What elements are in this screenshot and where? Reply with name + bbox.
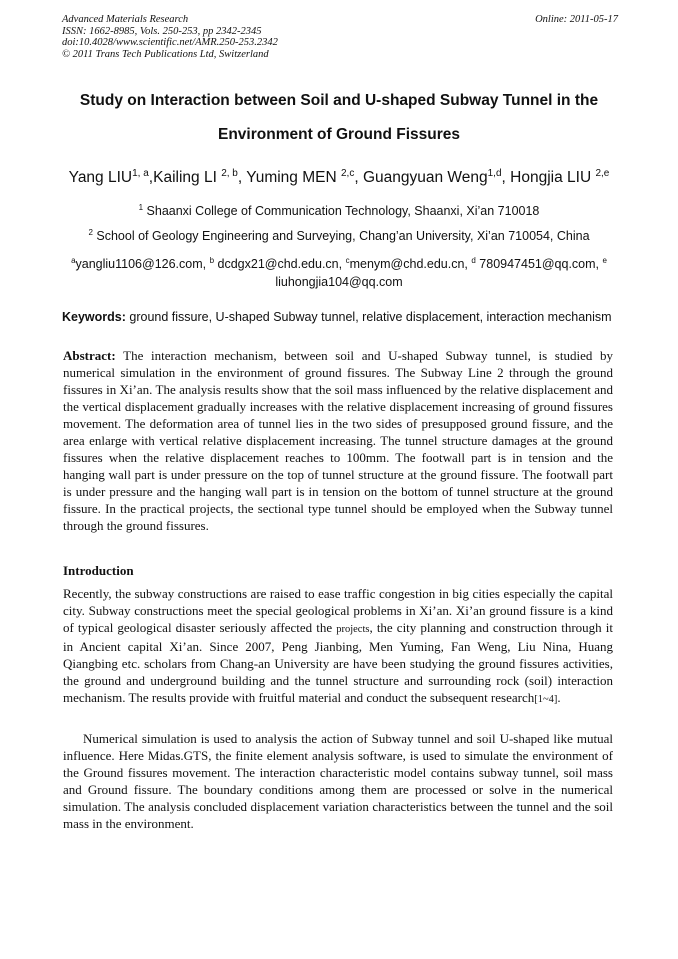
author-separator: , xyxy=(501,169,511,187)
author-emails xyxy=(0,252,678,291)
introduction-heading: Introduction xyxy=(63,563,134,578)
author-separator: , xyxy=(237,169,247,187)
paragraph-text: , the city planning and construction through it in Ancient capital Xi’an. Since 2007, Peng Jianbing, Men Yuming, Fan Weng, Liu Nina, Huang Qiangbing etc. scholars from Chang-an University are have been studying the ground fissures activities, the ground and underground building and the tunnel structure and surrounding rock (soil) interaction mechanism. The results provide with fruitful material and conduct the subsequent research xyxy=(63,620,613,705)
issn-line: ISSN: 1662-8985, Vols. 250-253, pp 2342-2345 xyxy=(62,25,262,37)
email-link[interactable]: liuhongjia104@qq.com xyxy=(275,275,403,290)
paragraph-text: Recently, the subway constructions are raised to ease traffic congestion in big cities especially the capital city. Subway constructions meet the special geological problems in Xi’an. Xi’an ground fissure is a kind of typical geological disaster seriously affected the xyxy=(63,586,613,635)
author-separator: , xyxy=(354,169,363,187)
author-affiliation-mark: 2, b xyxy=(221,168,238,179)
online-date: Online: 2011-05-17 xyxy=(535,14,618,25)
paragraph-text-small: projects xyxy=(336,624,370,635)
affiliation-1 xyxy=(0,203,678,218)
paper-title-line-1: Study on Interaction between Soil and U-shaped Subway Tunnel in the xyxy=(79,92,599,109)
journal-name: Advanced Materials Research xyxy=(62,14,189,25)
affiliation-mark: 1 xyxy=(138,203,144,212)
paper-title-line-2: Environment of Ground Fissures xyxy=(218,126,460,143)
keywords-label: Keywords: xyxy=(62,310,126,324)
paragraph-text: . xyxy=(557,690,561,705)
email-mark: b xyxy=(209,256,215,265)
author-name: Guangyuan Weng xyxy=(362,169,488,187)
copyright-line: © 2011 Trans Tech Publications Ltd, Switzerland xyxy=(62,48,269,60)
abstract-label: Abstract: xyxy=(63,348,116,363)
author-affiliation-mark: 2,e xyxy=(595,168,610,179)
author-name: Kailing LI xyxy=(153,169,222,187)
author-affiliation-mark: 1,d xyxy=(487,168,502,179)
author-separator: , xyxy=(148,169,154,187)
keywords-line xyxy=(62,310,622,324)
affiliation-mark: 2 xyxy=(88,228,93,237)
author-affiliation-mark: 1, a xyxy=(132,168,149,179)
doi-line: doi:10.4028/www.scientific.net/AMR.250-253.2342 xyxy=(62,37,278,48)
email-link[interactable]: 780947451@qq.com, xyxy=(475,257,603,272)
email-link[interactable]: menym@chd.edu.cn, xyxy=(349,257,472,272)
author-list xyxy=(0,168,678,187)
introduction-paragraph-2: Numerical simulation is used to analysis the action of Subway tunnel and soil U-shaped like mutual influence. Here Midas.GTS, the finite element analysis software, is used to simulate the environment of the Ground fissures movement. The interaction characteristic model contains subway tunnel, soil mass and Ground fissure. The boundary conditions among them are processed or solve in the numerical simulation. The analysis concluded displacement variation characteristics between the tunnel and the soil mass in the environment. xyxy=(63,731,613,831)
journal-header xyxy=(62,14,618,60)
author-name: Hongjia LIU xyxy=(510,169,596,187)
citation-reference: [1~4] xyxy=(534,694,558,705)
email-mark: d xyxy=(471,256,476,265)
email-mark: c xyxy=(345,256,350,265)
keywords-text: ground fissure, U-shaped Subway tunnel, relative displacement, interaction mechanism xyxy=(125,310,612,324)
affiliation-2 xyxy=(0,228,678,243)
email-link[interactable]: yangliu1106@126.com, xyxy=(75,257,210,272)
affiliation-text: School of Geology Engineering and Surveying, Chang’an University, Xi’an 710054, China xyxy=(92,229,590,244)
affiliation-text: Shaanxi College of Communication Technology, Shaanxi, Xi’an 710018 xyxy=(143,204,540,219)
author-affiliation-mark: 2,c xyxy=(340,168,355,179)
email-mark: e xyxy=(602,256,607,265)
email-mark: a xyxy=(71,256,76,265)
email-link[interactable]: dcdgx21@chd.edu.cn, xyxy=(214,257,346,272)
abstract-text: The interaction mechanism, between soil and U-shaped Subway tunnel, is studied by numerical simulation in the environment of ground fissures. The Subway Line 2 through the ground fissures in Xi’an. The analysis results show that the soil mass influenced by the relative displacement and the vertical displacement gradually increases with the relative displacement increasing of ground fissures movement. The deformation area of tunnel lies in the two sides of presupposed ground fissure, and the area enlarge with vertical relative displacement increasing. The tunnel structure damages at the ground fissures when the relative displacement reaches to 100mm. The footwall part is in tension and the hanging wall part is under pressure on the top of tunnel structure at the ground fissure. The footwall part is under pressure and the hanging wall part is in tension on the bottom of tunnel structure at the ground fissure. In the practical projects, the sectional type tunnel should be employed when the Subway tunnel through the ground fissures. xyxy=(63,348,613,533)
introduction-paragraph-1 xyxy=(63,585,613,708)
author-name: Yang LIU xyxy=(68,169,133,187)
abstract-paragraph xyxy=(63,347,613,534)
author-name: Yuming MEN xyxy=(246,169,341,187)
